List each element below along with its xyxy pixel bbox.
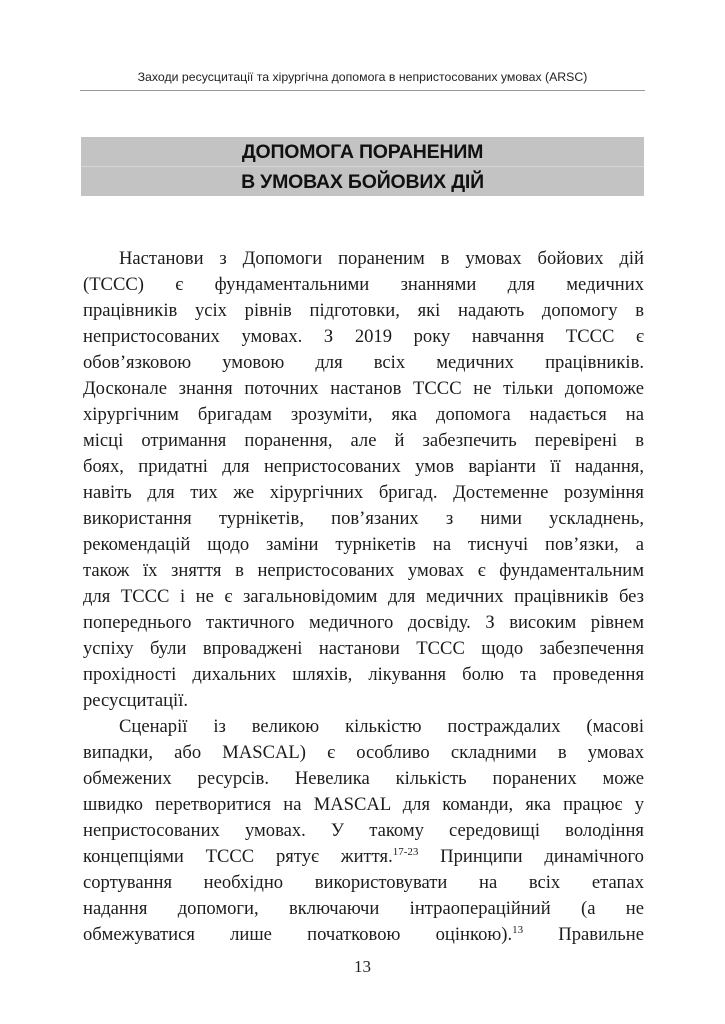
text-segment: Правильне	[523, 924, 644, 945]
text-line-with-citation	[83, 922, 644, 948]
text-line: Сценарії із великою кількістю постраждалих (масові	[119, 716, 644, 737]
section-title-line-2: В УМОВАХ БОЙОВИХ ДІЙ	[241, 171, 484, 193]
body-text	[83, 246, 644, 948]
text-line: Досконале знання поточних настанов TCCC не тільки допоможе	[83, 378, 644, 399]
section-title-line-1: ДОПОМОГА ПОРАНЕНИМ	[241, 141, 484, 163]
paragraph-1	[83, 246, 644, 714]
text-line: використання турнікетів, пов’язаних з ними ускладнень,	[83, 508, 644, 529]
text-line: надання допомоги, включаючи інтраопераційний (а не	[83, 898, 644, 919]
citation-superscript: 17-23	[392, 846, 419, 858]
text-line: ресусцитації.	[83, 690, 189, 711]
text-line: успіху були впроваджені настанови TCCC щодо забезпечення	[83, 638, 644, 659]
text-line: (TCCC) є фундаментальними знаннями для медичних	[83, 274, 644, 295]
text-line: швидко перетворитися на MASCAL для команди, яка працює у	[83, 794, 644, 815]
text-line: обов’язковою умовою для всіх медичних працівників.	[83, 352, 644, 373]
text-line: непристосованих умовах. У такому середовищі володіння	[83, 820, 644, 841]
text-line: боях, придатні для непристосованих умов варіанти її надання,	[83, 456, 644, 477]
text-line: непристосованих умовах. З 2019 року навчання TCCC є	[83, 326, 644, 347]
text-line: хірургічним бригадам зрозуміти, яка допомога надається на	[83, 404, 644, 425]
text-line: прохідності дихальних шляхів, лікування болю та проведення	[83, 664, 644, 685]
text-line: Настанови з Допомоги пораненим в умовах бойових дій	[119, 248, 644, 269]
text-line: працівників усіх рівнів підготовки, які надають допомогу в	[83, 300, 644, 321]
text-line: рекомендацій щодо заміни турнікетів на тиснучі пов’язки, а	[83, 534, 644, 555]
text-line: навіть для тих же хірургічних бригад. Достеменне розуміння	[83, 482, 644, 503]
text-segment: Принципи динамічного	[418, 846, 644, 867]
text-segment: обмежуватися лише початковою оцінкою).	[83, 924, 513, 945]
text-line: попереднього тактичного медичного досвіду. З високим рівнем	[83, 612, 644, 633]
running-header-title: Заходи ресусцитації та хірургічна допомога в непристосованих умовах (ARSC)	[137, 70, 588, 84]
header-divider	[80, 90, 645, 91]
text-line: для TCCC і не є загальновідомим для медичних працівників без	[83, 586, 644, 607]
text-line: також їх зняття в непристосованих умовах є фундаментальним	[83, 560, 644, 581]
text-line: випадки, або MASCAL) є особливо складними в умовах	[83, 742, 644, 763]
page-number: 13	[354, 957, 371, 976]
text-line: місці отримання поранення, але й забезпечить перевірені в	[83, 430, 644, 451]
citation-superscript: 13	[512, 924, 524, 936]
paragraph-2	[83, 714, 644, 948]
text-segment: концепціями TCCC рятує життя.	[83, 846, 393, 867]
section-title-box	[81, 137, 644, 196]
text-line-with-citation	[83, 844, 644, 870]
text-line: сортування необхідно використовувати на всіх етапах	[83, 872, 644, 893]
text-line: обмежених ресурсів. Невелика кількість поранених може	[83, 768, 644, 789]
